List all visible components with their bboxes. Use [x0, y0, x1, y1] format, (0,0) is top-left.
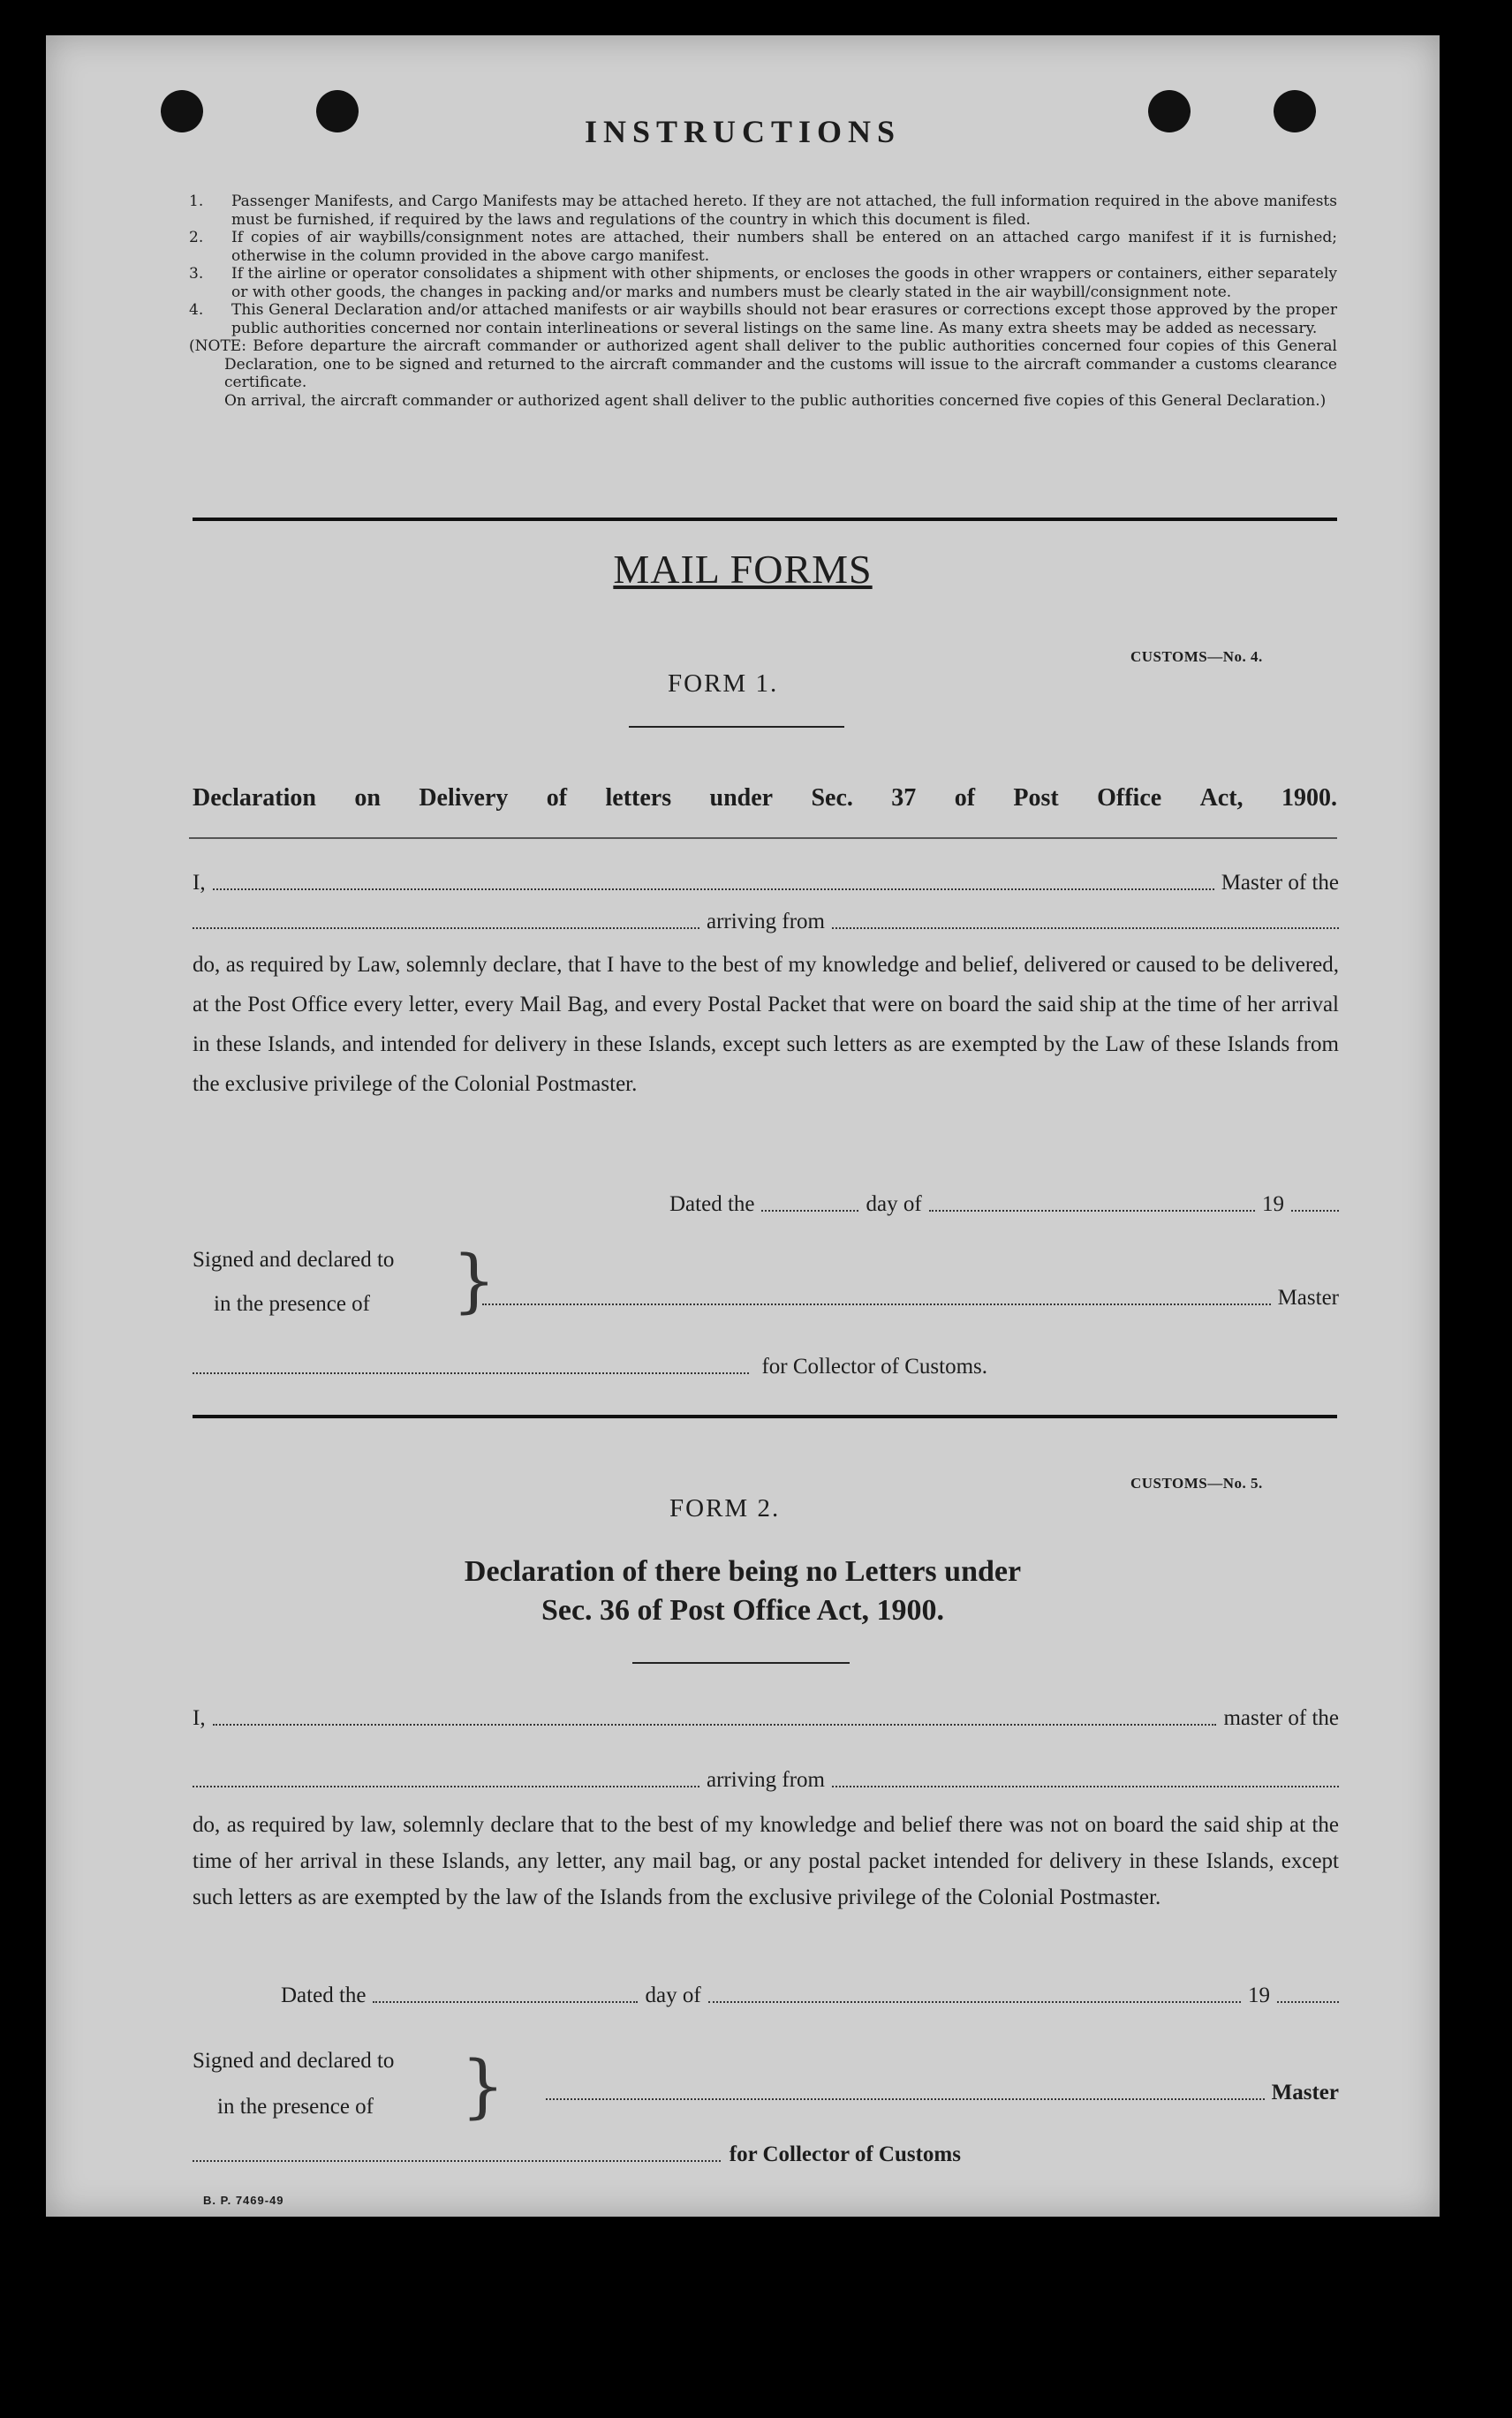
item-text: Passenger Manifests, and Cargo Manifests may be attached hereto. If they are not attached, the full information required in the above manifests must be furnished, if required by the laws and regulations of the country in which this document is filed. [231, 193, 1337, 229]
year-field[interactable] [1291, 1209, 1339, 1212]
instruction-note: (NOTE: Before departure the aircraft commander or authorized agent shall deliver to the public authorities concerned four copies of this General Declaration, one to be signed and returned to the aircraft commander and the customs will issue to the aircraft commander a customs clearance certificate. [189, 337, 1337, 391]
arriving-line [193, 1768, 1339, 1793]
month-field[interactable] [708, 2000, 1241, 2003]
declaration-word: of [954, 784, 976, 812]
line-label: I, [193, 871, 206, 895]
declaration-word: Sec. [811, 784, 853, 812]
declaration-word: Office [1097, 784, 1162, 812]
dated-line [669, 1192, 1339, 1217]
collector-signature-field[interactable] [193, 2159, 721, 2162]
line-label: arriving from [707, 1768, 825, 1792]
form2-body: do, as required by law, solemnly declare that to the best of my knowledge and belief there was not on board the said ship at the time of her arrival in these Islands, any letter, any mail bag, or any postal packet intended for delivery in these Islands, except such letters as are exempted by the law of the Islands from the exclusive privilege of the Colonial Postmaster. [193, 1813, 1339, 1909]
form1-body: do, as required by Law, solemnly declare, that I have to the best of my knowledge and belief, delivered or caused to be delivered, at the Post Office every letter, every Mail Bag, and every Postal Packet that were on board the said ship at the time of her arrival in these Islands, and intended for delivery in these Islands, except such letters as are exempted by the Law of these Islands from the exclusive privilege of the Colonial Postmaster. [193, 953, 1339, 1096]
year-field[interactable] [1277, 2000, 1339, 2003]
divider-line [189, 837, 1337, 839]
line-label: for Collector of Customs [729, 2142, 961, 2166]
declaration-word: under [709, 784, 774, 812]
master-line [546, 2081, 1339, 2105]
declaration-word: of [546, 784, 568, 812]
mail-forms-title: MAIL FORMS [613, 547, 873, 592]
item-text: This General Declaration and/or attached manifests or air waybills should not bear erasures or corrections except those approved by the proper public authorities concerned nor contain interlineations or several listings on the same line. As many extra sheets may be added as necessary. [231, 301, 1337, 337]
instruction-item [189, 301, 1337, 337]
collector-signature-field[interactable] [193, 1371, 749, 1374]
instructions-list [189, 193, 1337, 410]
declaration-word: Declaration [193, 784, 316, 812]
master-signature-field[interactable] [482, 1303, 1271, 1305]
line-label: Dated the [281, 1984, 367, 2007]
form-heading: FORM 1. [668, 669, 779, 698]
item-number: 3. [189, 265, 204, 283]
signed-label: in the presence of [217, 2095, 374, 2119]
name-line [193, 1706, 1339, 1731]
declaration-word: 37 [891, 784, 917, 812]
section-divider [193, 1415, 1337, 1418]
item-text: If copies of air waybills/consignment notes are attached, their numbers shall be entered on an attached cargo manifest if it is furnished; otherwise in the column provided in the above cargo manifest. [231, 229, 1337, 265]
name-field[interactable] [213, 1723, 1217, 1726]
ship-field[interactable] [193, 1785, 699, 1787]
date-field[interactable] [761, 1209, 858, 1212]
form2-title [46, 1553, 1440, 1630]
instructions-title: INSTRUCTIONS [584, 114, 902, 149]
collector-line [193, 2142, 961, 2167]
print-code: B. P. 7469-49 [203, 2194, 284, 2207]
declaration-word: Act, [1199, 784, 1244, 812]
origin-field[interactable] [832, 926, 1339, 929]
signed-block [193, 2038, 394, 2130]
instruction-note: On arrival, the aircraft commander or authorized agent shall deliver to the public authorities concerned five copies of this General Declaration.) [224, 391, 1327, 410]
declaration-word: 1900. [1281, 784, 1337, 812]
form-heading: FORM 2. [669, 1494, 781, 1523]
line-label: Master of the [1221, 871, 1339, 895]
dated-line [281, 1984, 1339, 2008]
date-field[interactable] [373, 2000, 638, 2003]
line-label: day of [645, 1984, 701, 2007]
line-label: master of the [1223, 1706, 1339, 1730]
line-label: 19 [1262, 1192, 1284, 1216]
heading-underline [632, 1662, 850, 1664]
item-number: 2. [189, 229, 204, 246]
declaration-word: on [354, 784, 381, 812]
customs-number: CUSTOMS—No. 5. [1130, 1475, 1263, 1492]
signed-label: Signed and declared to [193, 1248, 395, 1272]
form1-declaration-title [193, 784, 1337, 812]
master-signature-field[interactable] [546, 2097, 1265, 2100]
declaration-word: Post [1013, 784, 1059, 812]
name-line [193, 871, 1339, 895]
master-line [482, 1286, 1339, 1311]
line-label: Master [1277, 1286, 1339, 1310]
document-sheet [46, 35, 1440, 2217]
instruction-item [189, 193, 1337, 229]
heading-underline [629, 726, 844, 728]
section-divider [193, 518, 1337, 521]
ship-field[interactable] [193, 926, 699, 929]
signed-block [193, 1238, 394, 1326]
line-label: Master [1271, 2081, 1339, 2104]
name-field[interactable] [213, 888, 1214, 890]
signed-label: Signed and declared to [193, 2049, 395, 2073]
form2-title-line: Declaration of there being no Letters under [464, 1555, 1022, 1588]
line-label: Dated the [669, 1192, 755, 1216]
month-field[interactable] [929, 1209, 1255, 1212]
line-label: 19 [1248, 1984, 1270, 2007]
brace: } [461, 2047, 505, 2127]
declaration-word: Delivery [419, 784, 509, 812]
collector-line [193, 1355, 987, 1379]
customs-number: CUSTOMS—No. 4. [1130, 648, 1263, 665]
instruction-item [189, 229, 1337, 265]
item-text: If the airline or operator consolidates a shipment with other shipments, or encloses the goods in other wrappers or containers, either separately or with other goods, the changes in packing and/or marks and numbers must be clearly stated in the air waybill/consignment note. [231, 265, 1337, 301]
arriving-line [193, 910, 1339, 934]
item-number: 4. [189, 301, 204, 319]
brace: } [452, 1242, 496, 1321]
item-number: 1. [189, 193, 204, 210]
declaration-word: letters [605, 784, 672, 812]
line-label: I, [193, 1706, 206, 1730]
signed-label: in the presence of [214, 1292, 371, 1316]
line-label: arriving from [707, 910, 825, 933]
form2-title-line: Sec. 36 of Post Office Act, 1900. [541, 1594, 945, 1627]
line-label: day of [866, 1192, 922, 1216]
line-label: for Collector of Customs. [761, 1355, 987, 1379]
instruction-item [189, 265, 1337, 301]
origin-field[interactable] [832, 1785, 1339, 1787]
